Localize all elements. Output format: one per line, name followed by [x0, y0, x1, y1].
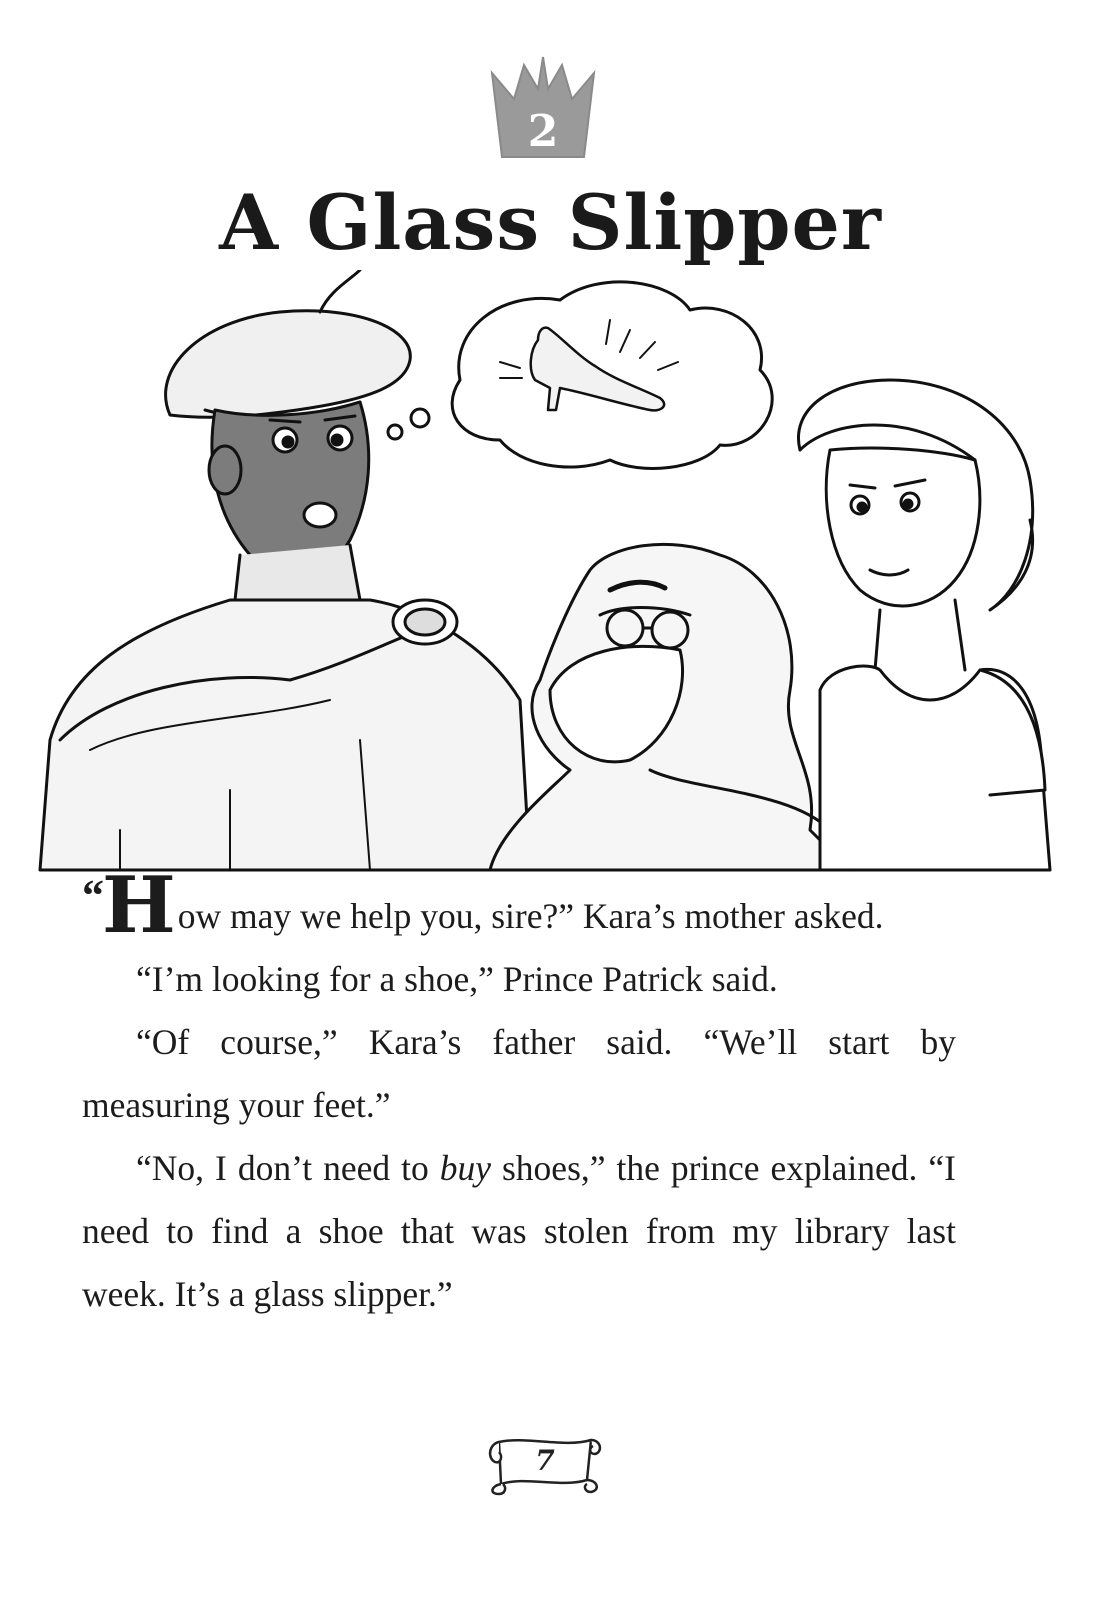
chapter-number: 2 — [527, 106, 559, 157]
paragraph-4-text-a: “No, I don’t need to — [136, 1148, 440, 1188]
paragraph-4 — [82, 1137, 956, 1326]
chapter-title: A Glass Slipper — [219, 178, 882, 267]
father-figure — [490, 544, 850, 870]
story-text — [82, 860, 956, 1326]
paragraph-1-text: ow may we help you, sire?” Kara’s mother asked. — [177, 896, 884, 936]
prince-shopkeepers-illustration — [30, 270, 1070, 880]
page-number: 7 — [535, 1444, 555, 1477]
thought-bubble — [388, 282, 772, 469]
emphasis-buy: buy — [439, 1148, 491, 1188]
paragraph-2: “I’m looking for a shoe,” Prince Patrick said. — [136, 959, 778, 999]
paragraph-3: “Of course,” Kara’s father said. “We’ll start by measuring your feet.” — [82, 1022, 956, 1125]
prince-figure — [40, 270, 530, 870]
paragraph-1 — [82, 860, 956, 951]
mother-figure — [798, 380, 1050, 870]
paragraph-4-text-b: shoes,” the prince explained. “I need to find a shoe that was stolen from my library last week. It’s a glass slipper.” — [82, 1148, 956, 1314]
drop-cap: H — [102, 860, 176, 951]
dropcap-quote: “ — [82, 871, 104, 920]
